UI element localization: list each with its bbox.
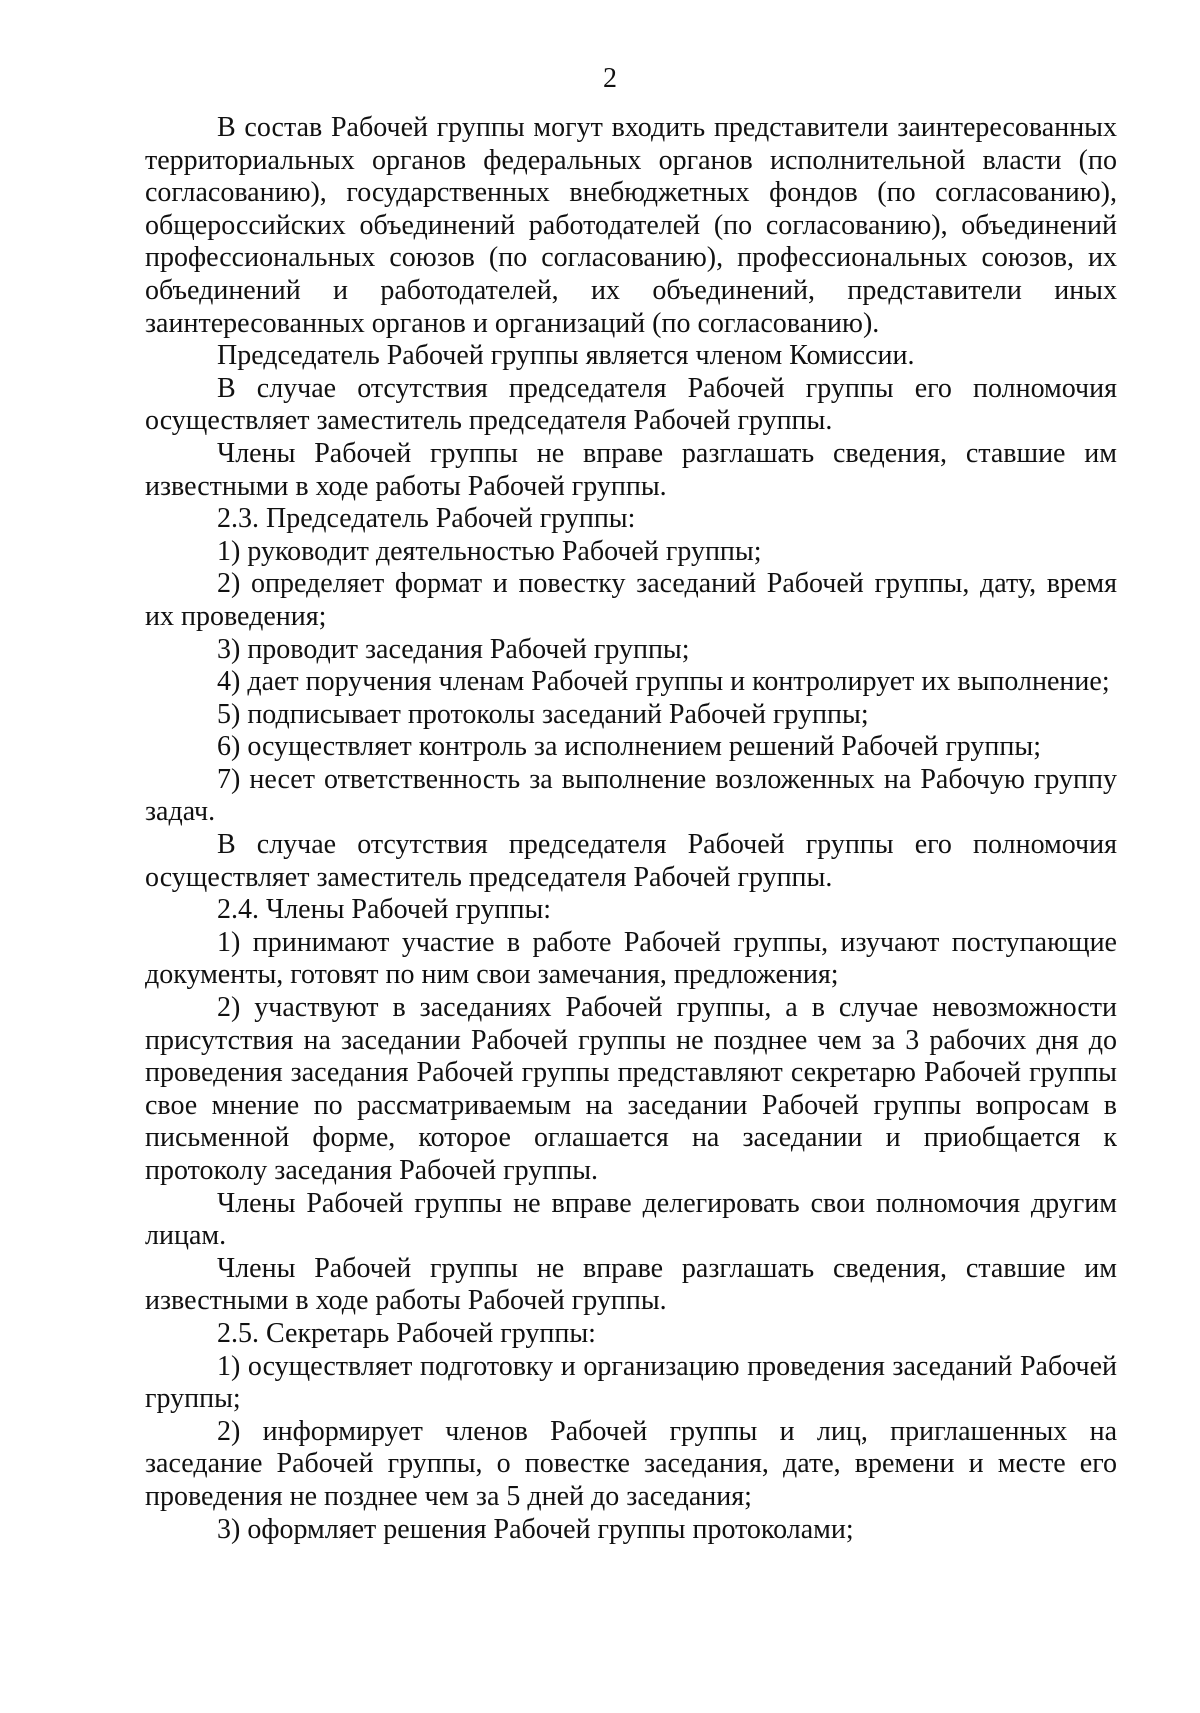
paragraph: В состав Рабочей группы могут входить представители заинтересованных территориальных органов федеральных органов исполнительной власти (по согласованию), государственных внебюджетных фондов (по согласованию), общероссийских объединений работодателей (по согласованию), объединений профессиональных союзов (по согласованию), профессиональных союзов, их объединений и работодателей, их объединений, представители иных заинтересованных органов и организаций (по согласованию).	[145, 112, 1117, 339]
document-body	[145, 112, 1117, 1546]
list-item: 2) участвуют в заседаниях Рабочей группы, а в случае невозможности присутствия на заседании Рабочей группы не позднее чем за 3 рабочих дня до проведения заседания Рабочей группы представляют секретарю Рабочей группы свое мнение по рассматриваемым на заседании Рабочей группы вопросам в письменной форме, которое оглашается на заседании и приобщается к протоколу заседания Рабочей группы.	[145, 992, 1117, 1186]
section-heading: 2.5. Секретарь Рабочей группы:	[217, 1317, 596, 1349]
list-item: 2) определяет формат и повестку заседаний Рабочей группы, дату, время их проведения;	[145, 568, 1117, 632]
list-item: 1) осуществляет подготовку и организацию проведения заседаний Рабочей группы;	[145, 1350, 1117, 1415]
paragraph: Председатель Рабочей группы является членом Комиссии.	[217, 340, 915, 372]
paragraph: В случае отсутствия председателя Рабочей группы его полномочия осуществляет заместитель председателя Рабочей группы.	[145, 829, 1117, 893]
paragraph: Члены Рабочей группы не вправе делегировать свои полномочия другим лицам.	[145, 1187, 1117, 1252]
list-item: 3) оформляет решения Рабочей группы протоколами;	[217, 1513, 854, 1545]
list-item: 2) информирует членов Рабочей группы и лиц, приглашенных на заседание Рабочей группы, о повестке заседания, дате, времени и месте его проведения не позднее чем за 5 дней до заседания;	[145, 1415, 1117, 1512]
list-item: 6) осуществляет контроль за исполнением решений Рабочей группы;	[217, 731, 1041, 763]
list-item: 1) принимают участие в работе Рабочей группы, изучают поступающие документы, готовят по ним свои замечания, предложения;	[145, 926, 1117, 991]
section-heading: 2.4. Члены Рабочей группы:	[217, 894, 552, 926]
list-item: 4) дает поручения членам Рабочей группы и контролирует их выполнение;	[217, 666, 1110, 698]
list-item: 1) руководит деятельностью Рабочей группы;	[217, 535, 762, 567]
page-number: 2	[603, 63, 617, 94]
list-item: 7) несет ответственность за выполнение возложенных на Рабочую группу задач.	[145, 763, 1117, 828]
section-heading: 2.3. Председатель Рабочей группы:	[217, 503, 636, 535]
paragraph: Члены Рабочей группы не вправе разглашать сведения, ставшие им известными в ходе работы Рабочей группы.	[145, 1252, 1117, 1317]
paragraph: Члены Рабочей группы не вправе разглашать сведения, ставшие им известными в ходе работы Рабочей группы.	[145, 437, 1117, 502]
paragraph: В случае отсутствия председателя Рабочей группы его полномочия осуществляет заместитель председателя Рабочей группы.	[145, 372, 1117, 437]
list-item: 5) подписывает протоколы заседаний Рабочей группы;	[217, 698, 869, 730]
list-item: 3) проводит заседания Рабочей группы;	[217, 633, 690, 665]
